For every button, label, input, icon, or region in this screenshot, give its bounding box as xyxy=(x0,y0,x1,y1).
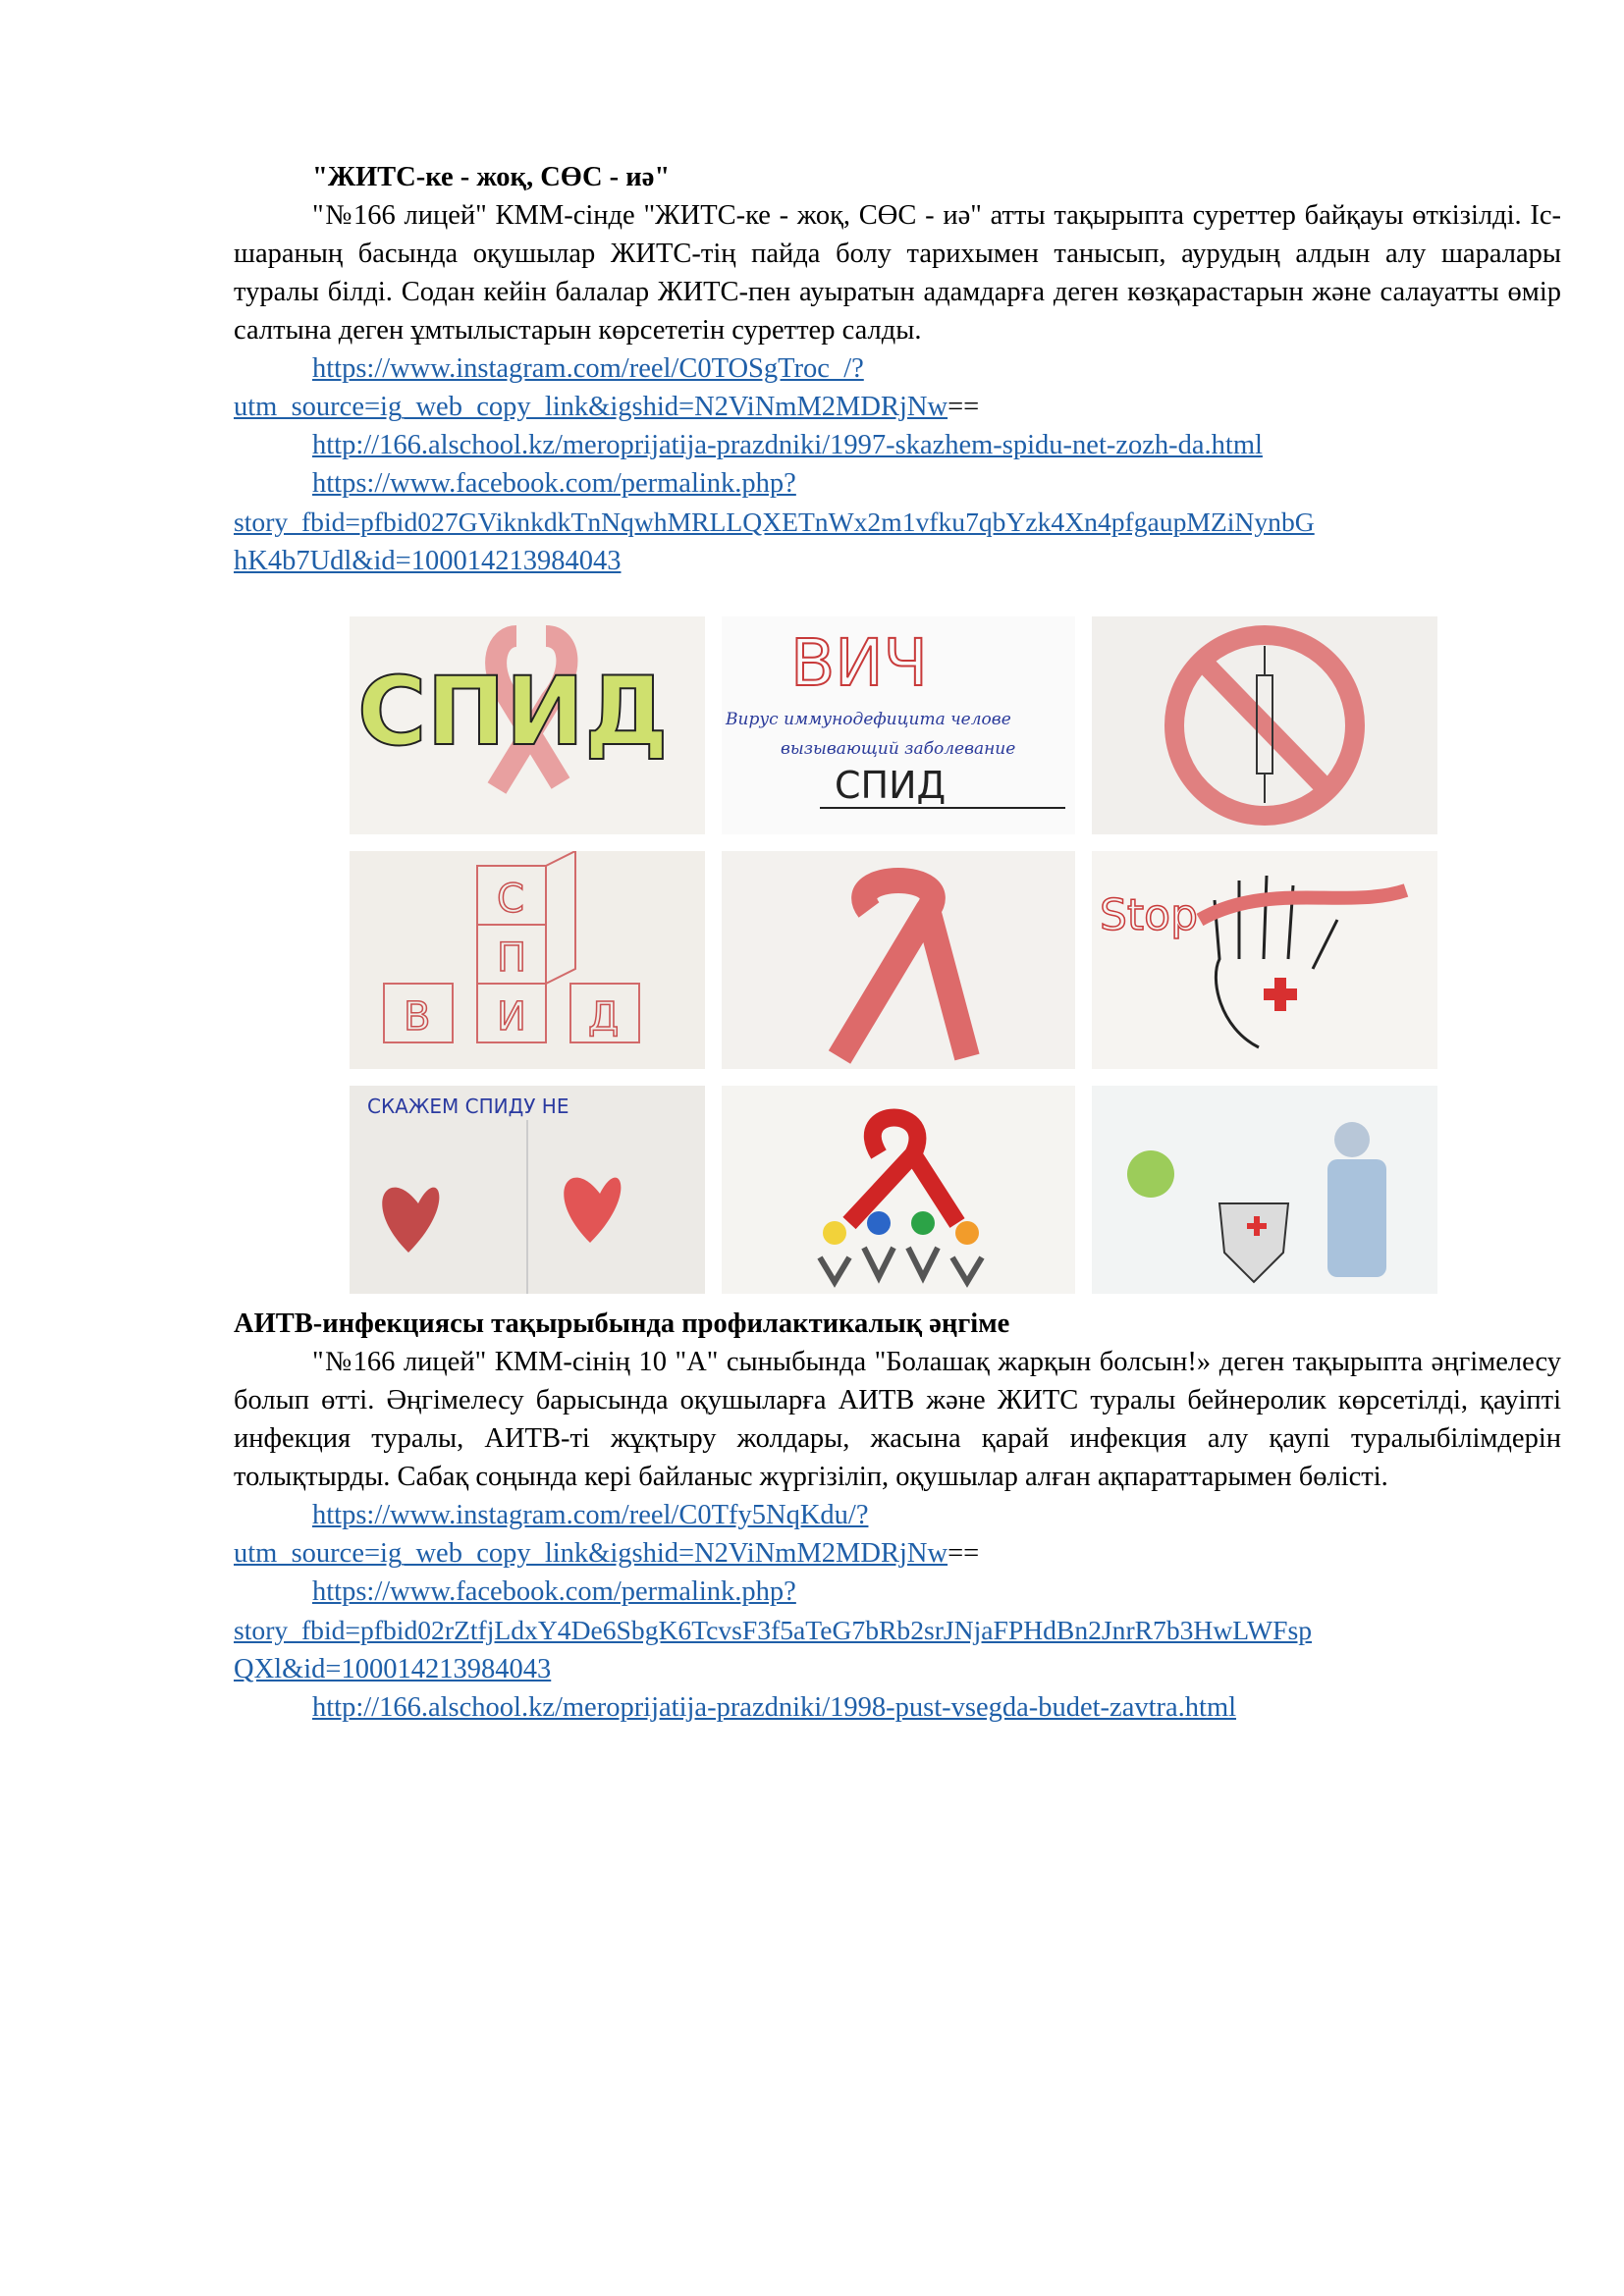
school-link-1[interactable] xyxy=(234,426,1561,464)
drawing-letter-cubes xyxy=(350,851,705,1069)
drawing-vich-line1: Вирус иммунодефицита челове xyxy=(726,710,1011,729)
drawing-doctor xyxy=(1092,1086,1437,1294)
instagram-link-2-line1[interactable]: https://www.instagram.com/reel/C0Tfy5NqKdu/? xyxy=(312,1500,869,1530)
drawing-cube-letter-2: П xyxy=(497,935,527,981)
drawing-spid-text: СПИД xyxy=(357,657,669,767)
drawing-cube-letter-4: И xyxy=(497,994,526,1040)
facebook-link-2[interactable] xyxy=(234,1573,1561,1611)
drawing-vich-word: СПИД xyxy=(835,764,947,807)
facebook-link-1-line1[interactable]: https://www.facebook.com/permalink.php? xyxy=(312,468,796,499)
instagram-link-1[interactable] xyxy=(234,349,1561,388)
drawing-red-ribbon xyxy=(722,851,1075,1069)
drawing-spid-ribbon xyxy=(350,616,705,834)
facebook-link-1-cont[interactable] xyxy=(234,503,1561,542)
instagram-link-2-suffix: == xyxy=(947,1538,980,1569)
drawing-vich xyxy=(722,616,1075,834)
drawing-cube-letter-3: В xyxy=(404,994,431,1040)
facebook-link-1-cont2[interactable] xyxy=(234,542,1561,580)
instagram-link-2-cont[interactable] xyxy=(234,1534,1561,1573)
section-1-title: "ЖИТС-ке - жоқ, СӨС - иә" xyxy=(312,162,671,192)
drawing-no-syringe xyxy=(1092,616,1437,834)
facebook-link-1-line2[interactable]: story_fbid=pfbid027GViknkdkTnNqwhMRLLQXETnWx2m1vfku7qbYzk4Xn4pfgaupMZiNynbG xyxy=(234,507,1315,537)
drawing-cube-letter-5: Д xyxy=(588,994,620,1040)
drawing-vich-title: ВИЧ xyxy=(790,625,928,701)
facebook-link-2-cont2[interactable] xyxy=(234,1650,1561,1688)
instagram-link-1-suffix: == xyxy=(947,392,980,422)
section-2 xyxy=(234,1305,1561,1727)
facebook-link-2-line2[interactable]: story_fbid=pfbid02rZtfjLdxY4De6SbgK6TcvsF3f5aTeG7bRb2srJNjaFPHdBn2JnrR7b3HwLWFsp xyxy=(234,1615,1313,1645)
drawing-vich-line2: вызывающий заболевание xyxy=(781,739,1016,759)
instagram-link-1-line2[interactable]: utm_source=ig_web_copy_link&igshid=N2ViNmM2MDRjNw xyxy=(234,392,948,422)
drawing-stop-text: Stop xyxy=(1100,890,1199,940)
drawing-hearts-text: СКАЖЕМ СПИДУ НЕ xyxy=(367,1095,569,1118)
instagram-link-2[interactable] xyxy=(234,1496,1561,1534)
facebook-link-2-line1[interactable]: https://www.facebook.com/permalink.php? xyxy=(312,1576,796,1607)
facebook-link-1-line3[interactable]: hK4b7Udl&id=100014213984043 xyxy=(234,546,622,576)
facebook-link-1[interactable] xyxy=(234,464,1561,503)
drawing-stop-hand xyxy=(1092,851,1437,1069)
drawings-collage xyxy=(350,616,1437,1294)
facebook-link-2-line3[interactable]: QXl&id=100014213984043 xyxy=(234,1654,552,1684)
section-1 xyxy=(234,158,1561,580)
drawing-cube-letter-1: С xyxy=(497,877,524,922)
school-link-2-text[interactable]: http://166.alschool.kz/meroprijatija-prazdniki/1998-pust-vsegda-budet-zavtra.html xyxy=(312,1692,1237,1723)
section-2-title: АИТВ-инфекциясы тақырыбында профилактикалық әңгіме xyxy=(234,1308,1010,1339)
instagram-link-2-line2[interactable]: utm_source=ig_web_copy_link&igshid=N2ViNmM2MDRjNw xyxy=(234,1538,948,1569)
school-link-2[interactable] xyxy=(234,1688,1561,1727)
instagram-link-1-line1[interactable]: https://www.instagram.com/reel/C0TOSgTroc_/? xyxy=(312,353,864,384)
section-1-paragraph: "№166 лицей" КММ-сінде "ЖИТС-ке - жоқ, СӨС - иә" атты тақырыпта суреттер байқауы өткізілді. Іс-шараның басында оқушылар ЖИТС-тің пайда болу тарихымен танысып, аурудың алдын алу шаралары туралы білді. Содан кейін балалар ЖИТС-пен ауыратын адамдарға деген көзқарастарын және салауатты өмір салтына деген ұмтылыстарын көрсететін суреттер салды. xyxy=(234,200,1561,346)
school-link-1-text[interactable]: http://166.alschool.kz/meroprijatija-prazdniki/1997-skazhem-spidu-net-zozh-da.html xyxy=(312,430,1263,460)
drawing-ribbon-people xyxy=(722,1086,1075,1294)
instagram-link-1-cont[interactable] xyxy=(234,388,1561,426)
drawing-hearts xyxy=(350,1086,705,1294)
facebook-link-2-cont[interactable] xyxy=(234,1611,1561,1650)
section-2-paragraph: "№166 лицей" КММ-сінің 10 "А" сыныбында "Болашақ жарқын болсын!» деген тақырыпта әңгімелесу болып өтті. Әңгімелесу барысында оқушыларға АИТВ және ЖИТС туралы бейнеролик көрсетілді, қауіпті инфекция туралы, АИТВ-ті жұқтыру жолдары, жасына қарай инфекция алу қаупі туралыбілімдерін толықтырды. Сабақ соңында кері байланыс жүргізіліп, оқушылар алған ақпараттарымен бөлісті. xyxy=(234,1347,1561,1492)
